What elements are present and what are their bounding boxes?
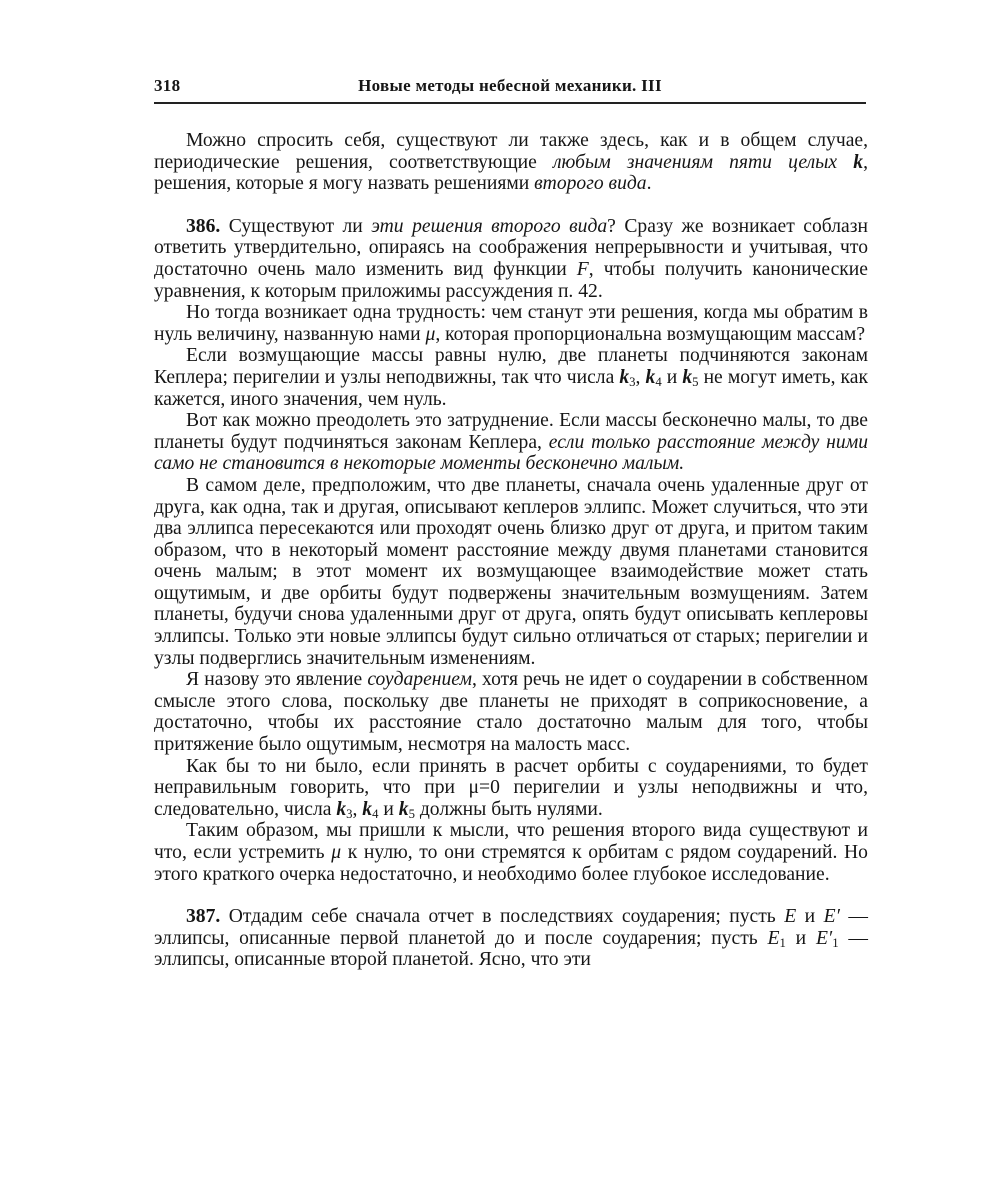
paragraph: Как бы то ни было, если принять в расчет орбиты с соударениями, то будет неправильным говорить, что при μ=0 перигелии и узлы неподвижны и что, следовательно, числа $k_3$, $k_4$ и $k_5$ должны быть нулями. — [154, 755, 868, 821]
page-header — [154, 74, 866, 104]
text-body — [154, 130, 868, 971]
section-number: 386. — [186, 215, 221, 237]
paragraph: Но тогда возникает одна трудность: чем станут эти решения, когда мы обратим в нуль величину, названную нами μ, которая пропорциональна возмущающим массам? — [154, 302, 868, 345]
paragraph: Можно спросить себя, существуют ли также здесь, как и в общем случае, периодические решения, соответствующие любым значениям пяти целых k, решения, которые я могу назвать решениями второго вида. — [154, 130, 868, 195]
paragraph: Вот как можно преодолеть это затруднение. Если массы бесконечно малы, то две планеты будут подчиняться законам Кеплера, если только расстояние между ними само не становится в некоторые моменты бесконечно малым. — [154, 410, 869, 475]
paragraph: Я назову это явление соударением, хотя речь не идет о соударении в собственном смысле этого слова, поскольку две планеты не приходят в соприкосновение, а достаточно, чтобы их расстояние стало достаточно малым для того, чтобы притяжение было ощутимым, несмотря на малость масс. — [154, 669, 868, 756]
running-title: Новые методы небесной механики. III — [358, 76, 662, 95]
section-386: 386. Существуют ли эти решения второго вида? Сразу же возникает соблазн ответить утвердительно, опираясь на соображения непрерывности и учитывая, что достаточно очень мало изменить вид функции F, чтобы получить канонические уравнения, к которым приложимы рассуждения п. 42. — [154, 215, 868, 302]
page-number: 318 — [154, 76, 181, 95]
paragraph: Таким образом, мы пришли к мысли, что решения второго вида существуют и что, если устремить μ к нулю, то они стремятся к орбитам с рядом соударений. Но этого краткого очерка недостаточно, и необходимо более глубокое исследование. — [154, 820, 868, 885]
paragraph: В самом деле, предположим, что две планеты, сначала очень удаленные друг от друга, как одна, так и другая, описывают кеплеров эллипс. Может случиться, что эти два эллипса пересекаются или проходят очень близко друг от друга, и притом таким образом, что в некоторый момент расстояние между двумя планетами становится очень малым; в этот момент их возмущающее взаимодействие может стать ощутимым, и две орбиты будут подвержены значительным возмущениям. Затем планеты, будучи снова удаленными друг от друга, опять будут описывать кеплеровы эллипсы. Только эти новые эллипсы будут сильно отличаться от старых; перигелии и узлы подверглись значительным изменениям. — [154, 474, 868, 669]
section-387: 387. Отдадим себе сначала отчет в последствиях соударения; пусть E и E′ — эллипсы, описанные первой планетой до и после соударения; пусть $E_1$ и $E'_1$ — эллипсы, описанные второй планетой. Ясно, что эти — [154, 906, 868, 971]
section-number: 387. — [186, 906, 221, 928]
paragraph: Если возмущающие массы равны нулю, две планеты подчиняются законам Кеплера; перигелии и узлы неподвижны, так что числа $k_3$, $k_4$ и $k_5$ не могут иметь, как кажется, иного значения, чем нуль. — [154, 345, 868, 410]
